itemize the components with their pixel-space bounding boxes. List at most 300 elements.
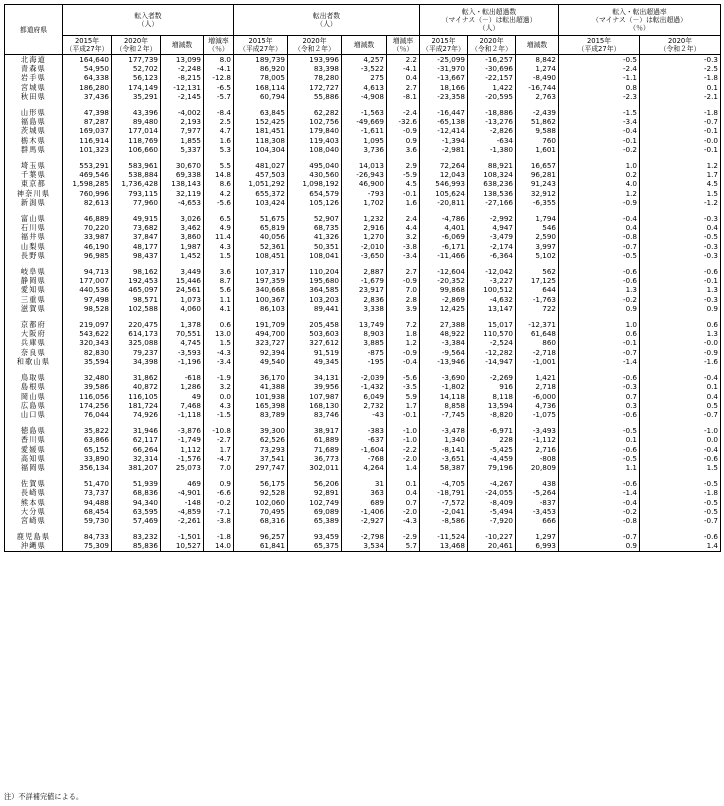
prefecture-name: 宮崎県: [5, 516, 63, 525]
table-cell: -5.6: [204, 198, 234, 207]
table-cell: 100,367: [234, 295, 288, 304]
table-cell: 14,118: [420, 392, 468, 401]
spacer-cell: [161, 472, 204, 479]
table-cell: 174,256: [63, 401, 112, 410]
spacer-cell: [516, 419, 559, 426]
spacer-cell: [342, 419, 387, 426]
table-cell: -13,667: [420, 73, 468, 82]
table-cell: 105,624: [420, 189, 468, 198]
table-cell: -22,157: [468, 73, 516, 82]
table-cell: 116,914: [63, 136, 112, 145]
table-cell: 69,338: [161, 170, 204, 179]
table-cell: -1,501: [161, 532, 204, 541]
table-cell: -3.8: [387, 242, 420, 251]
table-cell: 1,051,292: [234, 179, 288, 188]
table-cell: -0.1: [559, 136, 640, 145]
table-cell: 0.6: [559, 329, 640, 338]
table-cell: -3,479: [468, 232, 516, 241]
table-cell: 0.3: [559, 401, 640, 410]
table-cell: 76,044: [63, 410, 112, 419]
table-cell: -6.5: [204, 83, 234, 92]
spacer-cell: [63, 525, 112, 532]
spacer-cell: [559, 419, 640, 426]
table-cell: -3,453: [516, 507, 559, 516]
spacer-cell: [161, 366, 204, 373]
table-cell: -1,611: [342, 126, 387, 135]
header-in-change: 増減数: [161, 36, 204, 55]
table-cell: -0.5: [559, 454, 640, 463]
table-cell: 93,459: [288, 532, 342, 541]
table-cell: 1,270: [342, 232, 387, 241]
spacer-cell: [234, 525, 288, 532]
table-row: [5, 83, 721, 92]
table-cell: 55,886: [288, 92, 342, 101]
table-cell: 340,668: [234, 285, 288, 294]
table-cell: 49,345: [288, 357, 342, 366]
table-cell: 20,809: [516, 463, 559, 472]
table-cell: 98,571: [112, 295, 161, 304]
header-in-change-rate: 増減率 （％）: [204, 36, 234, 55]
group-spacer: [5, 154, 721, 161]
prefecture-name: 愛知県: [5, 285, 63, 294]
table-row: [5, 295, 721, 304]
table-row: [5, 126, 721, 135]
table-cell: -3,384: [420, 338, 468, 347]
table-cell: -0.3: [640, 214, 721, 223]
table-cell: 0.6: [640, 320, 721, 329]
table-cell: -2.4: [387, 108, 420, 117]
table-cell: 297,747: [234, 463, 288, 472]
table-cell: 107,317: [234, 267, 288, 276]
table-cell: 4.0: [559, 179, 640, 188]
table-cell: 61,889: [288, 435, 342, 444]
table-cell: 323,727: [234, 338, 288, 347]
prefecture-name: 栃木県: [5, 136, 63, 145]
table-cell: 101,323: [63, 145, 112, 154]
table-cell: -1,118: [161, 410, 204, 419]
table-cell: 73,737: [63, 488, 112, 497]
table-cell: -8.4: [204, 108, 234, 117]
table-cell: -0.4: [559, 214, 640, 223]
spacer-cell: [342, 525, 387, 532]
prefecture-name: 香川県: [5, 435, 63, 444]
table-cell: 2,718: [516, 382, 559, 391]
table-cell: 2.8: [387, 295, 420, 304]
table-cell: -12,282: [468, 348, 516, 357]
prefecture-name: 神奈川県: [5, 189, 63, 198]
table-cell: 8.7: [204, 276, 234, 285]
spacer-cell: [234, 101, 288, 108]
table-cell: -0.6: [559, 373, 640, 382]
prefecture-name: 沖縄県: [5, 541, 63, 551]
table-cell: 4.5: [387, 179, 420, 188]
table-cell: 10,527: [161, 541, 204, 551]
table-cell: 4,401: [420, 223, 468, 232]
table-cell: 34,131: [288, 373, 342, 382]
table-cell: -808: [516, 454, 559, 463]
spacer-cell: [640, 101, 721, 108]
table-cell: 0.7: [387, 498, 420, 507]
table-cell: 83,746: [288, 410, 342, 419]
table-cell: 39,586: [63, 382, 112, 391]
table-cell: -25,099: [420, 55, 468, 65]
table-cell: 69,089: [288, 507, 342, 516]
table-cell: 43,396: [112, 108, 161, 117]
table-cell: -383: [342, 426, 387, 435]
table-cell: 655,372: [234, 189, 288, 198]
table-cell: 23,917: [342, 285, 387, 294]
table-cell: -1.2: [640, 198, 721, 207]
spacer-cell: [516, 101, 559, 108]
spacer-cell: [516, 525, 559, 532]
table-cell: 77,960: [112, 198, 161, 207]
table-cell: 65,389: [288, 516, 342, 525]
table-cell: 654,579: [288, 189, 342, 198]
spacer-cell: [342, 260, 387, 267]
table-cell: 7.2: [387, 320, 420, 329]
spacer-cell: [516, 366, 559, 373]
table-cell: 553,291: [63, 161, 112, 170]
table-cell: -1.0: [640, 426, 721, 435]
spacer-cell: [234, 260, 288, 267]
table-cell: -4.1: [204, 64, 234, 73]
spacer-cell: [204, 419, 234, 426]
table-cell: -4.1: [387, 64, 420, 73]
prefecture-name: 佐賀県: [5, 479, 63, 488]
spacer-cell: [342, 472, 387, 479]
table-cell: 2,193: [161, 117, 204, 126]
spacer-cell: [63, 154, 112, 161]
spacer-cell: [5, 260, 63, 267]
prefecture-name: 長崎県: [5, 488, 63, 497]
table-cell: 41,326: [288, 232, 342, 241]
table-cell: -12,042: [468, 267, 516, 276]
header-rate-2020: 2020年 （令和２年）: [640, 36, 721, 55]
table-cell: -0.1: [640, 145, 721, 154]
table-cell: 0.0: [204, 392, 234, 401]
table-cell: 666: [516, 516, 559, 525]
table-cell: 39,300: [234, 426, 288, 435]
prefecture-name: 山梨県: [5, 242, 63, 251]
table-cell: 116,105: [112, 392, 161, 401]
table-cell: 0.5: [640, 401, 721, 410]
table-cell: 58,387: [420, 463, 468, 472]
table-cell: 39,956: [288, 382, 342, 391]
table-cell: 97,498: [63, 295, 112, 304]
table-cell: 644: [516, 285, 559, 294]
table-cell: -11,466: [420, 251, 468, 260]
table-cell: -4,859: [161, 507, 204, 516]
table-cell: -0.0: [640, 136, 721, 145]
table-cell: 14.0: [204, 541, 234, 551]
table-cell: 174,149: [112, 83, 161, 92]
table-cell: 56,123: [112, 73, 161, 82]
table-cell: 793,115: [112, 189, 161, 198]
prefecture-name: 岩手県: [5, 73, 63, 82]
spacer-cell: [516, 472, 559, 479]
table-cell: 1.7: [204, 445, 234, 454]
table-cell: -2,041: [420, 507, 468, 516]
group-spacer: [5, 525, 721, 532]
prefecture-name: 千葉県: [5, 170, 63, 179]
table-cell: -2.1: [640, 92, 721, 101]
table-cell: -1.8: [640, 488, 721, 497]
table-row: [5, 304, 721, 313]
table-cell: 47,398: [63, 108, 112, 117]
table-cell: -6,069: [420, 232, 468, 241]
table-cell: 0.9: [559, 304, 640, 313]
table-cell: -2,261: [161, 516, 204, 525]
spacer-cell: [288, 101, 342, 108]
spacer-cell: [420, 207, 468, 214]
spacer-cell: [387, 366, 420, 373]
spacer-cell: [63, 101, 112, 108]
table-cell: 96,985: [63, 251, 112, 260]
table-header: [5, 5, 721, 55]
table-cell: 138,536: [468, 189, 516, 198]
table-cell: 1.5: [204, 251, 234, 260]
spacer-cell: [559, 260, 640, 267]
table-cell: 4.2: [204, 189, 234, 198]
spacer-cell: [559, 366, 640, 373]
table-cell: -0.6: [640, 532, 721, 541]
prefecture-name: 福岡県: [5, 463, 63, 472]
table-cell: 189,739: [234, 55, 288, 65]
spacer-cell: [420, 472, 468, 479]
table-cell: -0.3: [640, 295, 721, 304]
table-cell: -0.6: [559, 276, 640, 285]
spacer-cell: [468, 525, 516, 532]
table-row: [5, 488, 721, 497]
table-cell: 30,670: [161, 161, 204, 170]
table-cell: 1,274: [516, 64, 559, 73]
table-cell: -0.6: [640, 454, 721, 463]
table-cell: 1.1: [204, 295, 234, 304]
table-cell: -3,651: [420, 454, 468, 463]
table-cell: 38,917: [288, 426, 342, 435]
table-row: [5, 170, 721, 179]
table-cell: -3,478: [420, 426, 468, 435]
table-cell: 546: [516, 223, 559, 232]
table-cell: -1.4: [559, 357, 640, 366]
table-cell: -10,227: [468, 532, 516, 541]
table-cell: -12,131: [161, 83, 204, 92]
prefecture-name: 山形県: [5, 108, 63, 117]
table-cell: -1,196: [161, 357, 204, 366]
table-cell: 4,736: [516, 401, 559, 410]
table-cell: -1.0: [387, 426, 420, 435]
table-cell: -0.6: [559, 267, 640, 276]
table-cell: -0.2: [559, 295, 640, 304]
table-cell: 1.3: [559, 285, 640, 294]
table-cell: -7,920: [468, 516, 516, 525]
table-cell: -0.2: [204, 498, 234, 507]
table-cell: 98,528: [63, 304, 112, 313]
table-cell: 102,588: [112, 304, 161, 313]
table-cell: 0.4: [387, 73, 420, 82]
spacer-cell: [112, 154, 161, 161]
table-cell: 99,868: [420, 285, 468, 294]
spacer-cell: [420, 366, 468, 373]
table-cell: 192,453: [112, 276, 161, 285]
table-cell: 2.7: [387, 267, 420, 276]
table-cell: -1.4: [559, 488, 640, 497]
table-row: [5, 117, 721, 126]
table-cell: 32,314: [112, 454, 161, 463]
table-row: [5, 463, 721, 472]
table-row: [5, 267, 721, 276]
table-cell: 0.7: [559, 392, 640, 401]
spacer-cell: [112, 313, 161, 320]
table-cell: 51,862: [516, 117, 559, 126]
spacer-cell: [640, 154, 721, 161]
table-cell: 94,488: [63, 498, 112, 507]
table-cell: 89,480: [112, 117, 161, 126]
table-cell: 205,458: [288, 320, 342, 329]
table-cell: -6.6: [204, 488, 234, 497]
spacer-cell: [288, 260, 342, 267]
table-cell: -0.2: [559, 145, 640, 154]
spacer-cell: [387, 154, 420, 161]
table-cell: 4.5: [640, 179, 721, 188]
spacer-cell: [288, 472, 342, 479]
table-cell: 5.7: [387, 541, 420, 551]
table-cell: -14,947: [468, 357, 516, 366]
table-cell: -1.1: [559, 73, 640, 82]
header-in-movers: 転入者数 （人）: [63, 5, 234, 36]
table-cell: 72,264: [420, 161, 468, 170]
table-cell: 116,056: [63, 392, 112, 401]
table-cell: 1,421: [516, 373, 559, 382]
spacer-cell: [234, 419, 288, 426]
group-spacer: [5, 313, 721, 320]
table-cell: -2,927: [342, 516, 387, 525]
table-cell: 2.2: [387, 55, 420, 65]
table-cell: 1.5: [640, 463, 721, 472]
spacer-cell: [342, 207, 387, 214]
table-cell: 0.1: [387, 479, 420, 488]
table-cell: -0.4: [559, 126, 640, 135]
table-cell: 172,727: [288, 83, 342, 92]
table-cell: 103,203: [288, 295, 342, 304]
table-cell: -0.8: [559, 516, 640, 525]
table-cell: 32,480: [63, 373, 112, 382]
table-cell: -0.4: [640, 373, 721, 382]
table-cell: 0.9: [559, 541, 640, 551]
table-cell: 18,166: [420, 83, 468, 92]
table-cell: 0.0: [640, 435, 721, 444]
table-cell: -1.8: [640, 108, 721, 117]
table-cell: 1.2: [559, 189, 640, 198]
table-cell: 1,073: [161, 295, 204, 304]
table-cell: 8,842: [516, 55, 559, 65]
spacer-cell: [288, 366, 342, 373]
table-row: [5, 276, 721, 285]
table-cell: 102,749: [288, 498, 342, 507]
table-cell: 9,588: [516, 126, 559, 135]
table-cell: 88,921: [468, 161, 516, 170]
table-cell: 1,286: [161, 382, 204, 391]
table-cell: -1.9: [204, 373, 234, 382]
table-cell: 83,398: [288, 64, 342, 73]
table-cell: -7,572: [420, 498, 468, 507]
table-cell: 108,324: [468, 170, 516, 179]
spacer-cell: [63, 207, 112, 214]
table-cell: -4,786: [420, 214, 468, 223]
table-cell: 0.9: [387, 136, 420, 145]
table-cell: 13,594: [468, 401, 516, 410]
table-cell: 13,468: [420, 541, 468, 551]
table-cell: 0.4: [387, 488, 420, 497]
table-cell: -875: [342, 348, 387, 357]
table-cell: 5.5: [204, 161, 234, 170]
table-cell: 4.3: [204, 242, 234, 251]
table-cell: 86,920: [234, 64, 288, 73]
prefecture-name: 山口県: [5, 410, 63, 419]
table-cell: -0.3: [640, 251, 721, 260]
table-cell: 193,996: [288, 55, 342, 65]
table-cell: 35,594: [63, 357, 112, 366]
table-row: [5, 92, 721, 101]
table-cell: 31: [342, 479, 387, 488]
table-cell: 760,996: [63, 189, 112, 198]
table-cell: 1.2: [387, 338, 420, 347]
table-cell: 0.9: [204, 479, 234, 488]
spacer-cell: [640, 207, 721, 214]
table-cell: 2,887: [342, 267, 387, 276]
table-cell: 5,337: [161, 145, 204, 154]
table-cell: 33,987: [63, 232, 112, 241]
spacer-cell: [234, 366, 288, 373]
table-row: [5, 179, 721, 188]
table-cell: 59,730: [63, 516, 112, 525]
table-cell: 138,143: [161, 179, 204, 188]
spacer-cell: [63, 419, 112, 426]
group-spacer: [5, 260, 721, 267]
table-cell: -3,690: [420, 373, 468, 382]
spacer-cell: [387, 101, 420, 108]
table-cell: 440,536: [63, 285, 112, 294]
table-cell: 85,836: [112, 541, 161, 551]
table-cell: 91,243: [516, 179, 559, 188]
table-row: [5, 161, 721, 170]
table-cell: 92,528: [234, 488, 288, 497]
table-cell: -4,901: [161, 488, 204, 497]
table-cell: 1.7: [387, 401, 420, 410]
table-cell: 83,232: [112, 532, 161, 541]
table-row: [5, 223, 721, 232]
prefecture-name: 兵庫県: [5, 338, 63, 347]
table-cell: -1.0: [387, 435, 420, 444]
spacer-cell: [559, 472, 640, 479]
spacer-cell: [420, 101, 468, 108]
spacer-cell: [559, 101, 640, 108]
table-cell: 1.5: [640, 189, 721, 198]
table-cell: 1,378: [161, 320, 204, 329]
table-cell: 13.0: [204, 329, 234, 338]
footnote: 注）不詳補完値による。: [4, 792, 84, 801]
spacer-cell: [468, 207, 516, 214]
table-cell: 3.6: [204, 267, 234, 276]
header-out-movers: 転出者数 （人）: [234, 5, 420, 36]
header-in-2020: 2020年 （令和２年）: [112, 36, 161, 55]
spacer-cell: [387, 472, 420, 479]
table-cell: 68,316: [234, 516, 288, 525]
group-spacer: [5, 207, 721, 214]
table-cell: -23,358: [420, 92, 468, 101]
table-cell: -1,432: [342, 382, 387, 391]
table-cell: 3,026: [161, 214, 204, 223]
